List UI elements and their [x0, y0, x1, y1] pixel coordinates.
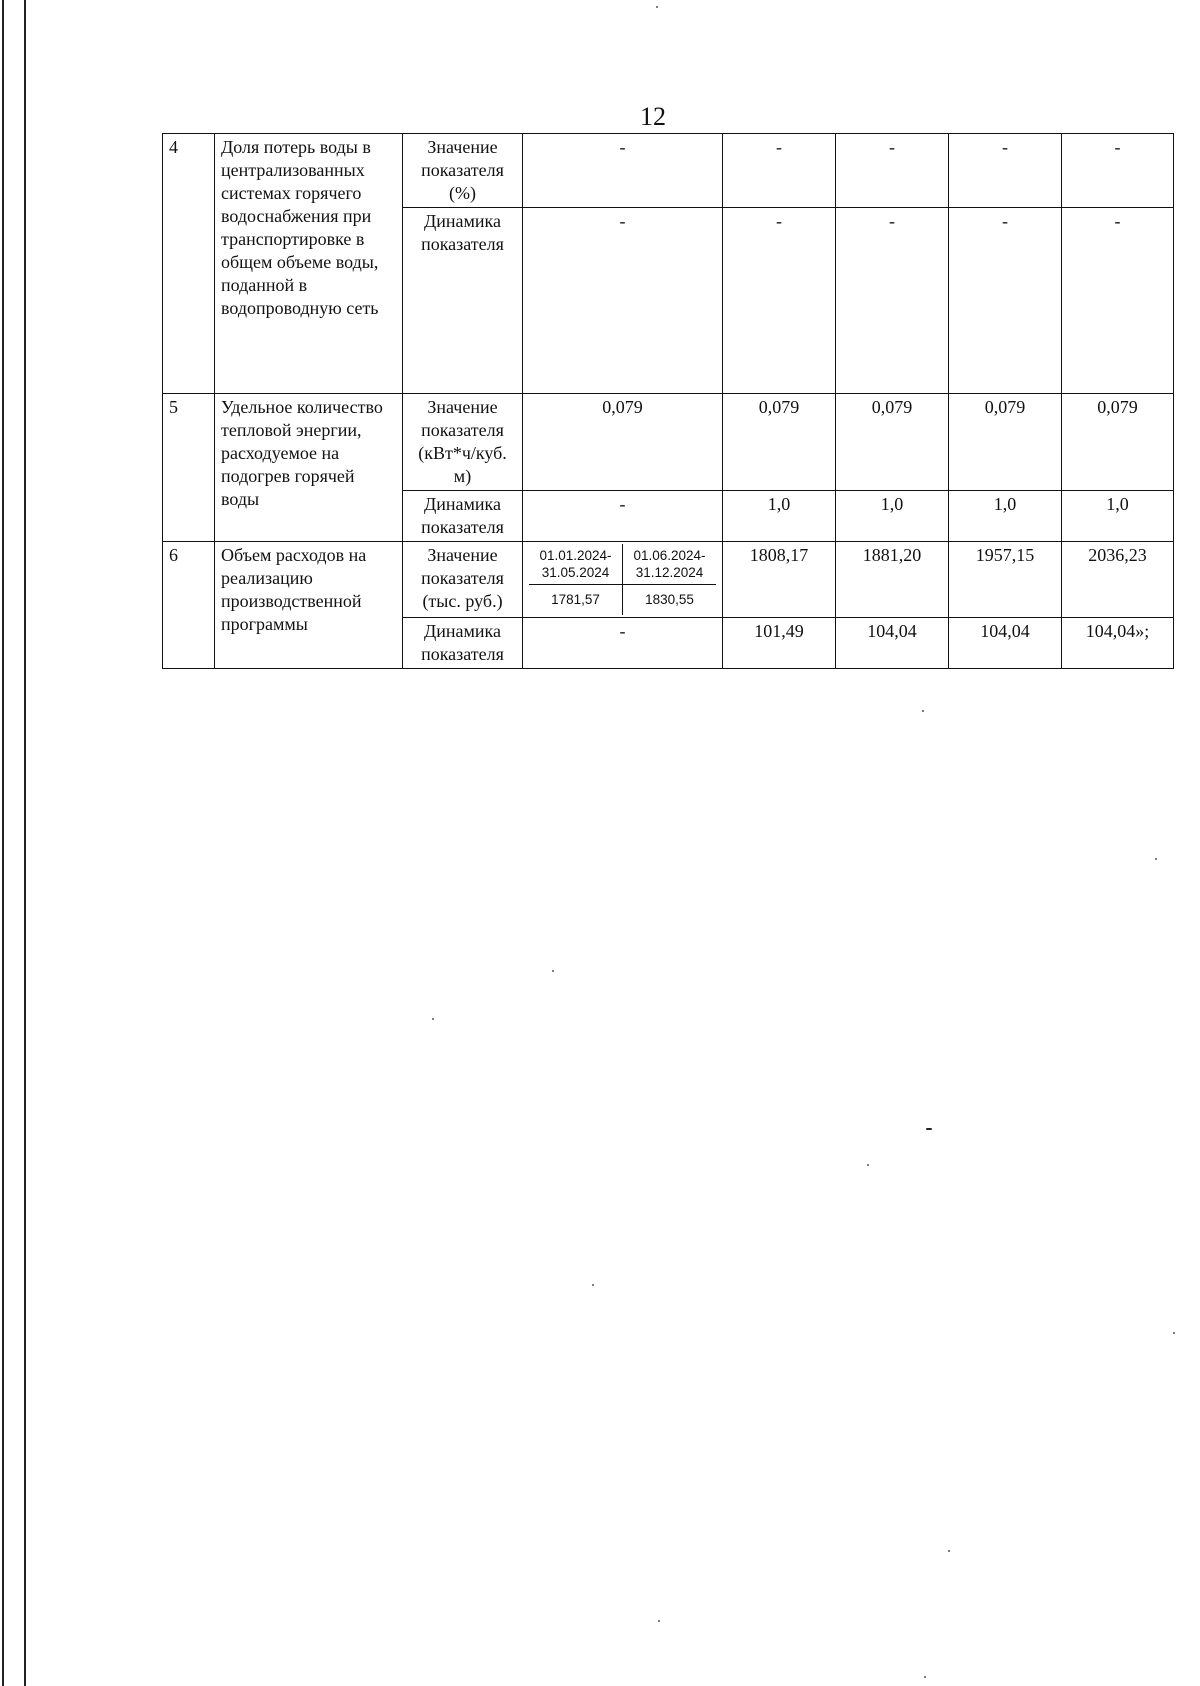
value-cell: -: [836, 134, 949, 208]
scan-speck: [948, 1550, 950, 1552]
scan-speck: [922, 710, 924, 712]
value-cell-2024: -: [523, 134, 723, 208]
dynamics-cell: -: [1062, 208, 1174, 394]
period-label: 01.01.2024-31.05.2024: [539, 547, 612, 580]
dynamics-cell: 1,0: [723, 491, 836, 542]
row-number: 6: [163, 542, 215, 669]
dynamics-cell: 1,0: [1062, 491, 1174, 542]
value-cell: 1808,17: [723, 542, 836, 618]
scan-speck: [552, 970, 554, 972]
scan-speck: [867, 1164, 869, 1166]
dynamics-cell: 104,04»;: [1062, 617, 1174, 668]
binder-line-outer: [2, 0, 4, 1686]
indicator-name: Доля потерь воды в централизованных системах горячего водоснабжения при транспортировке в общем объеме воды, поданной в водопроводную сеть: [215, 134, 403, 394]
period-row: [529, 544, 716, 584]
dynamics-cell-2024: -: [523, 617, 723, 668]
dynamics-cell-2024: -: [523, 491, 723, 542]
period-label: 01.06.2024-31.12.2024: [623, 544, 717, 584]
row-number: 4: [163, 134, 215, 394]
table-row: [163, 134, 1174, 208]
scan-speck: [592, 1284, 594, 1286]
row-number: 5: [163, 394, 215, 542]
dynamics-cell: -: [836, 208, 949, 394]
scan-speck: [926, 1128, 932, 1130]
page-number: 12: [640, 102, 666, 131]
dynamics-cell: 104,04: [949, 617, 1062, 668]
indicator-name: Удельное количество тепловой энергии, расходуемое на подогрев горячей воды: [215, 394, 403, 542]
dynamics-cell: 1,0: [836, 491, 949, 542]
dynamics-cell: 104,04: [836, 617, 949, 668]
value-cell-2024: 0,079: [523, 394, 723, 491]
dynamics-cell-2024: -: [523, 208, 723, 394]
period-amount: 1830,55: [623, 584, 717, 615]
table-row: [163, 394, 1174, 491]
binder-line-inner: [24, 0, 26, 1686]
indicator-type-dynamics: Динамика показателя: [403, 617, 523, 668]
value-cell: -: [723, 134, 836, 208]
dynamics-cell: 1,0: [949, 491, 1062, 542]
period-values-row: [529, 584, 716, 615]
value-cell: 0,079: [1062, 394, 1174, 491]
scan-speck: [1173, 1332, 1175, 1334]
value-cell: 2036,23: [1062, 542, 1174, 618]
value-cell: 0,079: [723, 394, 836, 491]
table-row: [163, 542, 1174, 618]
dynamics-cell: -: [723, 208, 836, 394]
value-cell: -: [949, 134, 1062, 208]
indicator-type-dynamics: Динамика показателя: [403, 208, 523, 394]
scan-speck: [924, 1676, 926, 1678]
indicator-name: Объем расходов на реализацию производственной программы: [215, 542, 403, 669]
scan-speck: [432, 1018, 434, 1020]
scan-speck: [1155, 858, 1157, 860]
indicator-type-dynamics: Динамика показателя: [403, 491, 523, 542]
indicator-type-value: Значение показателя (тыс. руб.): [403, 542, 523, 618]
indicators-table: [162, 133, 1174, 669]
period-amount: 1781,57: [529, 584, 623, 615]
value-cell: 0,079: [836, 394, 949, 491]
dynamics-cell: -: [949, 208, 1062, 394]
value-cell: 1957,15: [949, 542, 1062, 618]
scan-speck: [656, 6, 658, 8]
value-cell: 0,079: [949, 394, 1062, 491]
value-cell-2024-split: [523, 542, 723, 618]
indicator-type-value: Значение показателя (%): [403, 134, 523, 208]
scan-speck: [658, 1620, 660, 1622]
period-split-table: [529, 544, 716, 615]
dynamics-cell: 101,49: [723, 617, 836, 668]
value-cell: -: [1062, 134, 1174, 208]
indicator-type-value: Значение показателя (кВт*ч/куб. м): [403, 394, 523, 491]
value-cell: 1881,20: [836, 542, 949, 618]
